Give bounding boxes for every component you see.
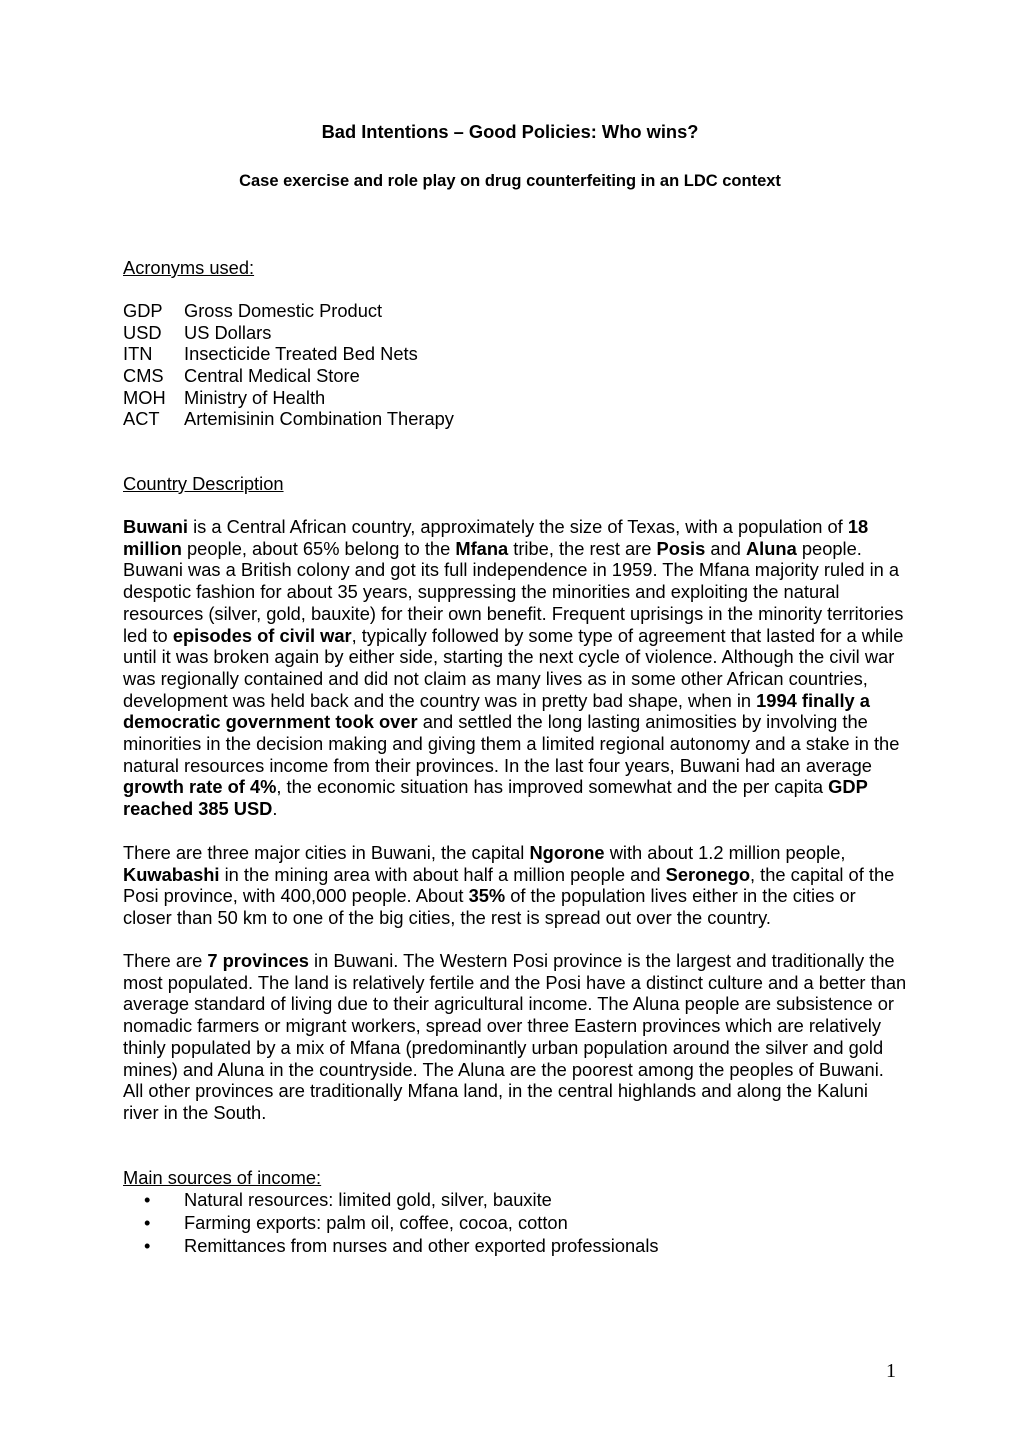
acronym-key: ITN bbox=[123, 343, 153, 365]
bold-text: 18 million bbox=[123, 516, 869, 559]
acronym-value: Ministry of Health bbox=[184, 386, 326, 408]
acronym-value: Central Medical Store bbox=[184, 365, 360, 387]
bold-text: Ngorone bbox=[529, 842, 605, 863]
bold-text: episodes of civil war bbox=[172, 624, 352, 646]
bold-text: growth rate of 4% bbox=[123, 776, 277, 798]
paragraph bbox=[123, 516, 908, 820]
bold-text: Seronego bbox=[665, 863, 750, 885]
acronym-value: Insecticide Treated Bed Nets bbox=[184, 343, 418, 365]
acronym-key: MOH bbox=[123, 386, 166, 408]
acronym-row bbox=[123, 300, 454, 322]
text-run: of the population lives either in the cities or closer than 50 km to one of the big cities, the rest is spread out over the country. bbox=[123, 885, 856, 929]
income-heading: Main sources of income: bbox=[123, 1167, 322, 1188]
bold-text: 1994 finally a democratic government took over bbox=[123, 689, 870, 733]
text-run: There are bbox=[123, 950, 208, 971]
text-run: and bbox=[705, 537, 746, 559]
income-list bbox=[123, 1189, 659, 1258]
bold-text: Kuwabashi bbox=[123, 863, 220, 885]
acronym-row bbox=[123, 322, 454, 344]
text-run: with about 1.2 million people, bbox=[604, 842, 846, 863]
text-run: and settled the long lasting animosities by involving the minorities in the decision making and giving them a limited regional autonomy and a stake in the natural resources income from their provinces. In the last four years, Buwani had an average bbox=[123, 711, 900, 776]
text-run: , typically followed by some type of agreement that lasted for a while until it was broken again by either side, starting the next cycle of violence. Although the civil war was regionally contained and did not claim as many lives as in some other African countries, development was held back and the country was in pretty bad shape, when in bbox=[123, 624, 904, 711]
acronym-list bbox=[123, 300, 454, 430]
text-run: people. Buwani was a British colony and got its full independence in 1959. The Mfana majority ruled in a despotic fashion for about 35 years, suppressing the minorities and exploiting the natural resources (silver, gold, bauxite) for their own benefit. Frequent uprisings in the minority territories led to bbox=[123, 537, 904, 646]
bold-text: GDP reached 385 USD bbox=[123, 776, 868, 820]
bold-text: 7 provinces bbox=[207, 950, 309, 971]
bullet-icon: • bbox=[144, 1189, 151, 1210]
acronym-row bbox=[123, 408, 454, 430]
text-run: people, about 65% belong to the bbox=[181, 537, 456, 559]
bold-text: Posis bbox=[656, 537, 706, 559]
paragraph bbox=[123, 950, 908, 1124]
acronym-row bbox=[123, 343, 454, 365]
bold-text: 35% bbox=[468, 885, 506, 907]
page-number: 1 bbox=[886, 1360, 896, 1382]
acronym-key: CMS bbox=[123, 365, 164, 387]
list-item bbox=[123, 1235, 659, 1258]
text-run: . bbox=[272, 798, 278, 820]
list-item-text: Remittances from nurses and other exported professionals bbox=[184, 1235, 659, 1256]
text-run: , the economic situation has improved somewhat and the per capita bbox=[276, 776, 829, 798]
text-run: tribe, the rest are bbox=[508, 537, 657, 559]
country-description-heading: Country Description bbox=[123, 473, 284, 494]
acronym-value: US Dollars bbox=[184, 321, 272, 343]
document-title: Bad Intentions – Good Policies: Who wins? bbox=[321, 121, 699, 142]
bold-text: Buwani bbox=[123, 516, 189, 537]
list-item bbox=[123, 1212, 659, 1235]
acronym-row bbox=[123, 387, 454, 409]
acronym-key: GDP bbox=[123, 300, 163, 321]
text-run: in the mining area with about half a million people and bbox=[219, 863, 666, 885]
bold-text: Mfana bbox=[455, 537, 509, 559]
acronym-value: Gross Domestic Product bbox=[184, 300, 383, 321]
acronyms-heading: Acronyms used: bbox=[123, 257, 255, 278]
bold-text: Aluna bbox=[745, 537, 797, 559]
list-item-text: Farming exports: palm oil, coffee, cocoa, cotton bbox=[184, 1212, 568, 1233]
text-run: There are three major cities in Buwani, the capital bbox=[123, 842, 530, 863]
text-run: is a Central African country, approximately the size of Texas, with a population of bbox=[188, 516, 848, 537]
bullet-icon: • bbox=[144, 1235, 151, 1256]
text-run: , the capital of the Posi province, with 400,000 people. About bbox=[123, 863, 895, 907]
acronym-key: USD bbox=[123, 321, 162, 343]
document-subtitle: Case exercise and role play on drug counterfeiting in an LDC context bbox=[239, 172, 781, 190]
list-item bbox=[123, 1189, 659, 1212]
acronym-row bbox=[123, 365, 454, 387]
bullet-icon: • bbox=[144, 1212, 151, 1233]
acronym-value: Artemisinin Combination Therapy bbox=[184, 408, 454, 430]
list-item-text: Natural resources: limited gold, silver, bauxite bbox=[184, 1189, 552, 1210]
text-run: in Buwani. The Western Posi province is the largest and traditionally the most populated. The land is relatively fertile and the Posi have a distinct culture and a better than average standard of living due to their agricultural income. The Aluna people are subsistence or nomadic farmers or migrant workers, spread over three Eastern provinces which are relatively thinly populated by a mix of Mfana (predominantly urban population around the silver and gold mines) and Aluna in the countryside. The Aluna are the poorest among the peoples of Buwani. All other provinces are traditionally Mfana land, in the central highlands and along the Kaluni river in the South. bbox=[123, 950, 907, 1123]
acronym-key: ACT bbox=[123, 408, 160, 430]
paragraph bbox=[123, 842, 908, 929]
